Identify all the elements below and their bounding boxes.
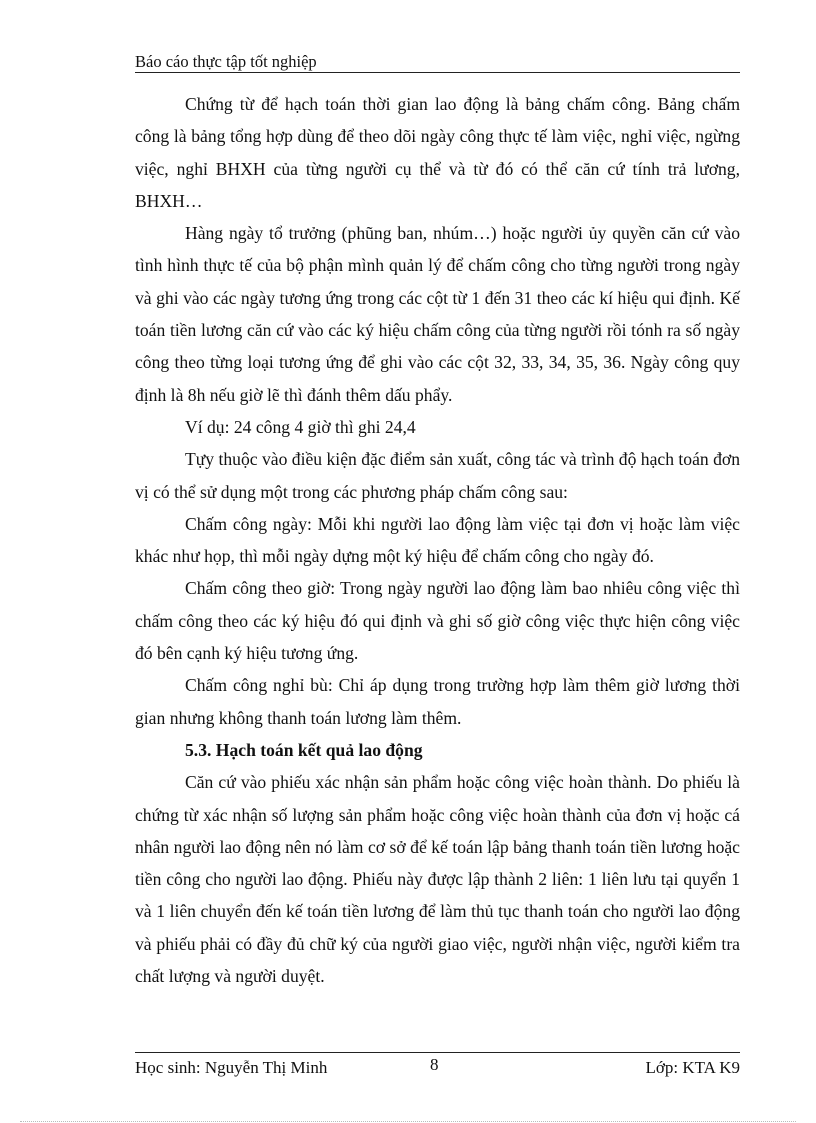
paragraph-daily-timekeeping: Chấm công ngày: Mỗi khi người lao động làm việc tại đơn vị hoặc làm việc khác như họp, thì mỗi ngày dựng một ký hiệu để chấm công cho ngày đó. <box>135 513 740 567</box>
document-body <box>135 88 740 992</box>
document-title: Báo cáo thực tập tốt nghiệp <box>135 52 317 71</box>
paragraph-compensatory-leave: Chấm công nghỉ bù: Chỉ áp dụng trong trường hợp làm thêm giờ lương thời gian nhưng không thanh toán lương làm thêm. <box>135 675 740 728</box>
paragraph-example: Ví dụ: 24 công 4 giờ thì ghi 24,4 <box>185 416 416 437</box>
page-number: 8 <box>430 1055 439 1074</box>
page-footer <box>135 1052 740 1083</box>
paragraph-hourly-timekeeping: Chấm công theo giờ: Trong ngày người lao động làm bao nhiêu công việc thì chấm công theo các ký hiệu đó qui định và ghi số giờ công việc thực hiện công việc đó bên cạnh ký hiệu tương ứng. <box>135 578 740 664</box>
paragraph-team-leader: Hàng ngày tổ trưởng (phũng ban, nhúm…) hoặc người ủy quyền căn cứ vào tình hình thực tế của bộ phận mình quản lý để chấm công cho từng người trong ngày và ghi vào các ngày tương ứng trong các cột từ 1 đến 31 theo các kí hiệu qui định. Kế toán tiền lương căn cứ vào các ký hiệu chấm công của từng người rồi tónh ra số ngày công theo từng loại tương ứng để ghi vào các cột 32, 33, 34, 35, 36. Ngày công quy định là 8h nếu giờ lẽ thì đánh thêm dấu phẩy. <box>135 223 740 405</box>
page-edge-divider <box>20 1121 796 1122</box>
paragraph-methods-intro: Tựy thuộc vào điều kiện đặc điểm sản xuất, công tác và trình độ hạch toán đơn vị có thể sử dụng một trong các phương pháp chấm công sau: <box>135 449 740 502</box>
page-header <box>135 50 740 73</box>
footer-student: Học sinh: Nguyễn Thị Minh <box>135 1058 328 1077</box>
section-heading: 5.3. Hạch toán kết quả lao động <box>185 739 423 760</box>
paragraph-labor-results: Căn cứ vào phiếu xác nhận sản phẩm hoặc công việc hoàn thành. Do phiếu là chứng từ xác nhận số lượng sản phẩm hoặc công việc hoàn thành của đơn vị hoặc cá nhân người lao động nên nó làm cơ sở để kế toán lập bảng thanh toán tiền lương hoặc tiền công cho người lao động. Phiếu này được lập thành 2 liên: 1 liên lưu tại quyển 1 và 1 liên chuyển đến kế toán tiền lương để làm thủ tục thanh toán cho người lao động và phiếu phải có đầy đủ chữ ký của người giao việc, người nhận việc, người kiểm tra chất lượng và người duyệt. <box>135 772 740 987</box>
paragraph-timesheet-intro: Chứng từ để hạch toán thời gian lao động là bảng chấm công. Bảng chấm công là bảng tổng hợp dùng để theo dõi ngày công thực tế làm việc, nghỉ việc, ngừng việc, nghỉ BHXH của từng người cụ thể và từ đó có thể căn cứ tính trả lương, BHXH… <box>135 94 740 211</box>
footer-class: Lớp: KTA K9 <box>645 1058 740 1077</box>
